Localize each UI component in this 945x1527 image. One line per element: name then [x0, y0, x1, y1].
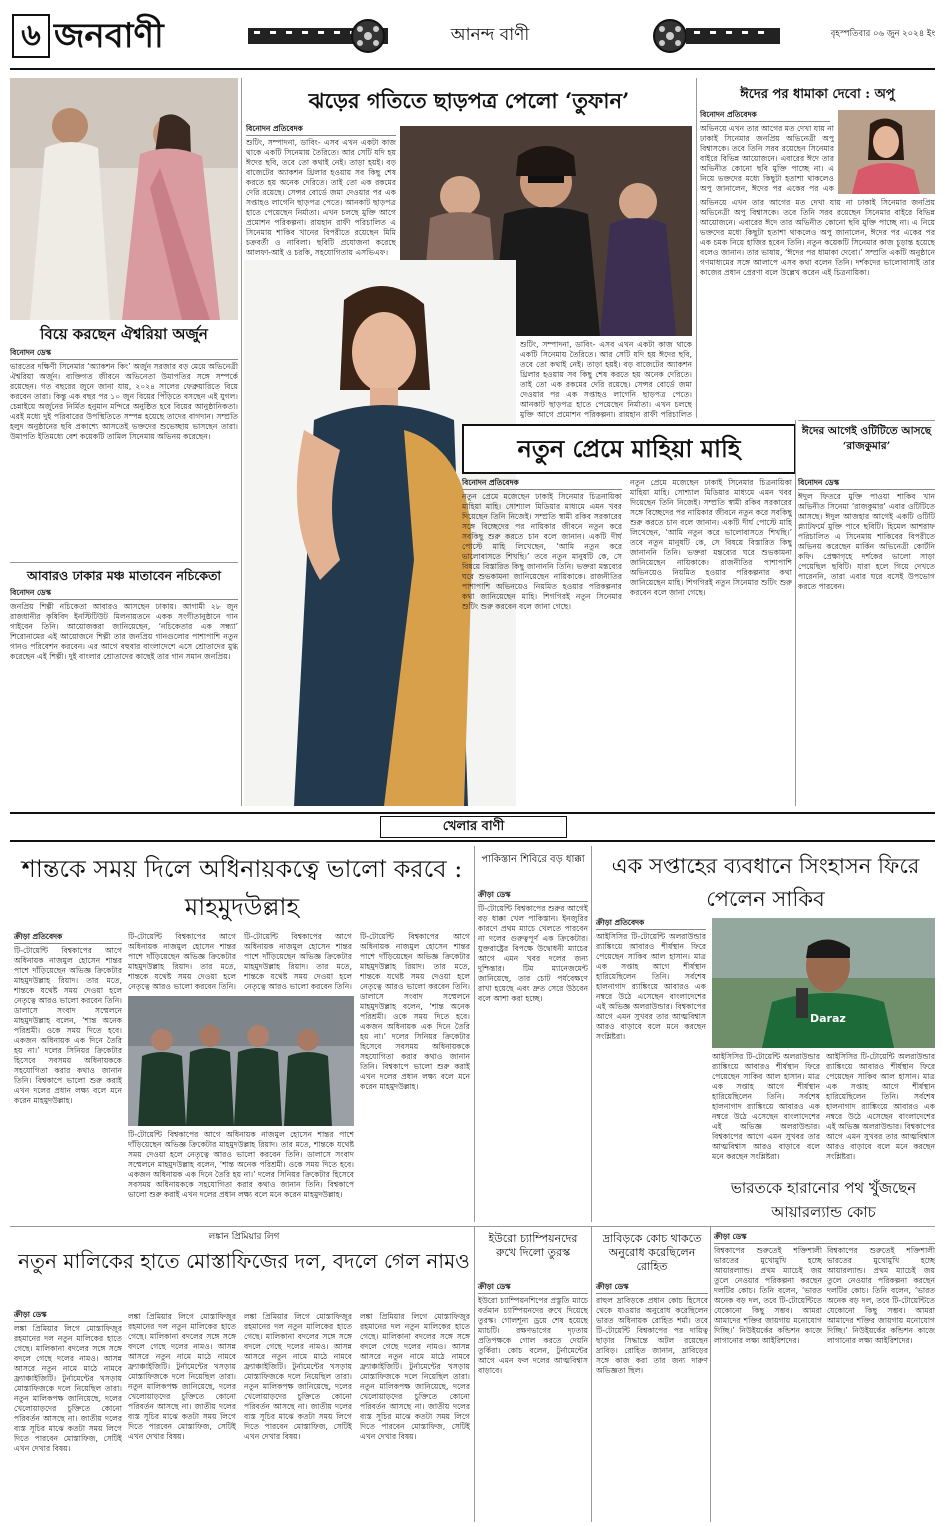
shakib-byline: ক্রীড়া প্রতিবেদক — [596, 918, 706, 930]
film-reel-icon — [248, 16, 388, 56]
divider — [10, 1226, 935, 1227]
column-rule — [591, 846, 592, 1222]
rohit-body: রাহুল দ্রাবিড়কে প্রধান কোচ হিসেবে থেকে যাওয়ার অনুরোধ করেছিলেন ভারত অধিনায়ক রোহিত শর্মা। তবে টি-টোয়েন্টি বিশ্বকাপের পর দায়িত্ব ছাড়ার সিদ্ধান্তে অটল রয়েছেন দ্রাবিড়। রোহিত জানান, দ্রাবিড়ের সঙ্গে কাজ করা তার জন্য দারুণ অভিজ্ঞতা ছিল। — [596, 1296, 708, 1375]
rajkumar-byline: বিনোদন ডেস্ক — [798, 478, 935, 490]
rohit-headline: দ্রাবিড়কে কোচ থাকতে অনুরোধ করেছিলেন রোহিত — [602, 1232, 702, 1273]
mahi-body-col2: নতুন প্রেমে মজেছেন ঢাকাই সিনেমার চিত্রনায়িকা মাহিয়া মাহি। সোশ্যাল মিডিয়ার মাধ্যমে এমন খবর দিয়েছেন তিনি নিজেই। সম্প্রতি স্বামী রকিব সরকারের সঙ্গে বিচ্ছেদের পর নায়িকার জীবনে নতুন করে সবকিছু শুরু করতে চান বলে জানান। একটি দীর্ঘ পোস্টে মাহি লিখেছেন, ‘আমি নতুন করে ভালোবাসতে শিখছি।’ তবে নতুন মানুষটি কে, সে বিষয়ে বিস্তারিত কিছু জানাননি তিনি। ভক্তরা মন্তব্যের ঘরে শুভকামনা জানিয়েছেন নায়িকাকে। রাজনীতির পাশাপাশি অভিনয়েও নিয়মিত হওয়ার পরিকল্পনার কথা জানিয়েছেন মাহি। শিগগিরই নতুন সিনেমার শুটিং শুরু করবেন বলে জানা গেছে। — [630, 478, 792, 597]
brand-logo: জনবাণী — [54, 16, 164, 56]
shakib-body-col2: আইসিসির টি-টোয়েন্টি অলরাউন্ডার র‍্যাঙ্কিংয়ে আবারও শীর্ষস্থান ফিরে পেয়েছেন সাকিব আল হাসান। মাত্র এক সপ্তাহ আগে শীর্ষস্থান হারিয়েছিলেন তিনি। সর্বশেষ হালনাগাদ র‍্যাঙ্কিংয়ে আবারও এক নম্বরে উঠে এসেছেন বাংলাদেশের এই অভিজ্ঞ অলরাউন্ডার। বিশ্বকাপের আগে এমন সুখবর তার আত্মবিশ্বাস আরও বাড়াবে বলে মনে করছেন সংশ্লিষ্টরা। — [712, 1052, 820, 1161]
shanto-headline: শান্তকে সময় দিলে অধিনায়কত্বে ভালো করবে : মাহমুদউল্লাহ — [21, 855, 463, 921]
mahi-body-col1: নতুন প্রেমে মজেছেন ঢাকাই সিনেমার চিত্রনায়িকা মাহিয়া মাহি। সোশ্যাল মিডিয়ার মাধ্যমে এমন খবর দিয়েছেন তিনি নিজেই। সম্প্রতি স্বামী রকিব সরকারের সঙ্গে বিচ্ছেদের পর নায়িকার জীবনে নতুন করে সবকিছু শুরু করতে চান বলে জানান। একটি দীর্ঘ পোস্টে মাহি লিখেছেন, ‘আমি নতুন করে ভালোবাসতে শিখছি।’ তবে নতুন মানুষটি কে, সে বিষয়ে বিস্তারিত কিছু জানাননি তিনি। ভক্তরা মন্তব্যের ঘরে শুভকামনা জানিয়েছেন নায়িকাকে। রাজনীতির পাশাপাশি অভিনয়েও নিয়মিত হওয়ার পরিকল্পনার কথা জানিয়েছেন মাহি। শিগগিরই নতুন সিনেমার শুটিং শুরু করবেন বলে জানা গেছে। — [462, 492, 622, 611]
column-rule — [696, 78, 697, 418]
bangladesh-team-photo — [128, 996, 354, 1126]
apu-headline: ঈদের পর ধামাকা দেবো : অপু — [740, 87, 895, 102]
shanto-body-col2: টি-টোয়েন্টি বিশ্বকাপের আগে অধিনায়ক নাজমুল হোসেন শান্তর পাশে দাঁড়িয়েছেন অভিজ্ঞ ক্রিকেটার মাহমুদউল্লাহ রিয়াদ। তার মতে, শান্তকে যথেষ্ট সময় দেওয়া হলে নেতৃত্বে আরও ভালো করবেন তিনি। — [128, 932, 236, 991]
column-rule — [474, 846, 475, 1222]
mustafiz-kicker: লঙ্কান প্রিমিয়ার লিগ — [208, 1232, 280, 1242]
rajkumar-headline: ঈদের আগেই ওটিটিতে আসছে ‘রাজকুমার’ — [801, 425, 932, 452]
ireland-byline: ক্রীড়া ডেস্ক — [714, 1232, 935, 1244]
ireland-headline: ভারতকে হারানোর পথ খুঁজছেন আয়ারল্যান্ড কোচ — [730, 1179, 917, 1221]
apu-body-continued: অভিনয়ে এখন তার আগের মত দেখা যায় না ঢাকাই সিনেমার জনপ্রিয় অভিনেত্রী অপু বিশ্বাসকে। তবে তিনি সরব রয়েছেন সিনেমার বাইরে বিভিন্ন আয়োজনে। এবারের ঈদে তার অভিনীত কোনো ছবি মুক্তি পাচ্ছে না। এ নিয়ে ভক্তদের মধ্যে কিছুটা হতাশা থাকলেও অপু জানালেন, ঈদের পর একের পর এক চমক নিয়ে হাজির হবেন তিনি। নতুন কয়েকটি সিনেমার কাজ চূড়ান্ত হয়েছে বলেও জানান। তার ভাষায়, ‘ঈদের পর ধামাকা দেবো।’ সম্প্রতি একটি অনুষ্ঠানে গণমাধ্যমের সঙ্গে আলাপে এসব কথা বলেন তিনি। দর্শকদের ভালোবাসাই তার কাজের প্রধান প্রেরণা বলে উল্লেখ করেন এই চিত্রনায়িকা। — [700, 198, 935, 277]
film-reel-icon — [650, 16, 780, 56]
tufan-body: শুটিং, সম্পাদনা, ডাবিং- এসব এখন একটা কাজ থাকে একটি সিনেমায় তৈরিতে। আর সেটি যদি হয় ঈদের ছবি, তবে তো কথাই নেই। তাড়া হয়ই। বড় বাজেটের অ্যাকশন থ্রিলার হওয়ায় সব কিছু শেষ করতে হয় অনেক দেরিতে। তাই তো এক রকমের দেরি রয়েছে। সেন্সর বোর্ডে জমা দেওয়ার পর এক সপ্তাহও লাগেনি ছাড়পত্র পেতে। আনকাট ছাড়পত্র হাতে পেয়েছেন নির্মাতা। এখন চলছে মুক্তি আগে প্রমোশন পরিকল্পনা। রায়হান রাফী পরিচালিত এ সিনেমায় শাকিব খানের বিপরীতে রয়েছেন মিমি চক্রবর্তী ও নাবিলা। ছবিটি প্রযোজনা করেছে আলফা-আই ও চরকি, সহযোগিতায় এসভিএফ। — [246, 138, 396, 257]
nachiketa-body: জনপ্রিয় শিল্পী নচিকেতা আবারও আসছেন ঢাকায়। আগামী ২৮ জুন রাজধানীর কৃষিবিদ ইনস্টিটিউট মিলনায়তনে একক সংগীতানুষ্ঠানে গান গাইবেন তিনি। আয়োজকরা জানিয়েছেন, ‘নচিকেতার এক সন্ধ্যা’ শিরোনামের এই আয়োজনে শিল্পী তার জনপ্রিয় গানগুলোর পাশাপাশি নতুন গানও পরিবেশন করবেন। এর আগে বহুবার বাংলাদেশে এসে শ্রোতাদের মুগ্ধ করেছেন এই শিল্পী। দুই বাংলার শ্রোতাদের কাছেই তার গান সমান জনপ্রিয়। — [10, 602, 238, 661]
column-rule — [241, 78, 242, 806]
shakib-headline: এক সপ্তাহের ব্যবধানে সিংহাসন ফিরে পেলেন সাকিব — [611, 854, 920, 911]
shakib-body-col1: আইসিসির টি-টোয়েন্টি অলরাউন্ডার র‍্যাঙ্কিংয়ে আবারও শীর্ষস্থান ফিরে পেয়েছেন সাকিব আল হাসান। মাত্র এক সপ্তাহ আগে শীর্ষস্থান হারিয়েছিলেন তিনি। সর্বশেষ হালনাগাদ র‍্যাঙ্কিংয়ে আবারও এক নম্বরে উঠে এসেছেন বাংলাদেশের এই অভিজ্ঞ অলরাউন্ডার। বিশ্বকাপের আগে এমন সুখবর তার আত্মবিশ্বাস আরও বাড়াবে বলে মনে করছেন সংশ্লিষ্টরা। — [596, 932, 706, 1041]
turkey-byline: ক্রীড়া ডেস্ক — [478, 1282, 588, 1294]
shakib-photo — [712, 918, 935, 1048]
jersey-sponsor-text: Daraz — [810, 1012, 846, 1025]
apu-photo — [838, 110, 935, 194]
column-rule — [591, 1226, 592, 1522]
shanto-body-col3: টি-টোয়েন্টি বিশ্বকাপের আগে অধিনায়ক নাজমুল হোসেন শান্তর পাশে দাঁড়িয়েছেন অভিজ্ঞ ক্রিকেটার মাহমুদউল্লাহ রিয়াদ। তার মতে, শান্তকে যথেষ্ট সময় দেওয়া হলে নেতৃত্বে আরও ভালো করবেন তিনি। — [244, 932, 352, 991]
section-title: আনন্দ বাণী — [450, 25, 530, 45]
turkey-headline: ইউরো চ্যাম্পিয়নদের রুখে দিলো তুরস্ক — [488, 1232, 578, 1259]
pakistan-body: টি-টোয়েন্টি বিশ্বকাপের শুরুর আগেই বড় ধাক্কা খেল পাকিস্তান। ইনজুরির কারণে প্রথম ম্যাচে খেলতে পারবেন না দলের গুরুত্বপূর্ণ এক ক্রিকেটার। যুক্তরাষ্ট্রের বিপক্ষে উদ্বোধনী ম্যাচের আগে এমন খবর দলের জন্য দুশ্চিন্তার। টিম ম্যানেজমেন্ট জানিয়েছে, তার চোট পর্যবেক্ষণে রাখা হয়েছে এবং দ্রুত সেরে উঠবেন বলে আশা করা হচ্ছে। — [478, 904, 588, 1003]
tufan-headline: ঝড়ের গতিতে ছাড়পত্র পেলো ‘তুফান’ — [308, 88, 630, 113]
tufan-byline: বিনোদন প্রতিবেদক — [246, 124, 396, 136]
mustafiz-body-col4: লঙ্কা প্রিমিয়ার লিগে মোস্তাফিজুর রহমানের দল নতুন মালিকের হাতে গেছে। মালিকানা বদলের সঙ্গে সঙ্গে বদলে গেছে দলের নামও। আসন্ন আসরে নতুন নামে মাঠে নামবে ফ্র্যাঞ্চাইজিটি। টুর্নামেন্টের খসড়ায় মোস্তাফিজকে দলে নিয়েছিল তারা। নতুন মালিকপক্ষ জানিয়েছে, দলের খেলোয়াড়দের চুক্তিতে কোনো পরিবর্তন আসছে না। জাতীয় দলের ব্যস্ত সূচির মাঝে কতটা সময় লিগে দিতে পারবেন মোস্তাফিজ, সেটিই এখন দেখার বিষয়। — [360, 1312, 470, 1441]
mahi-headline: নতুন প্রেমে মাহিয়া মাহি — [462, 424, 796, 474]
shanto-body-col2b: টি-টোয়েন্টি বিশ্বকাপের আগে অধিনায়ক নাজমুল হোসেন শান্তর পাশে দাঁড়িয়েছেন অভিজ্ঞ ক্রিকেটার মাহমুদউল্লাহ রিয়াদ। তার মতে, শান্তকে যথেষ্ট সময় দেওয়া হলে নেতৃত্বে আরও ভালো করবেন তিনি। ডালাসে সংবাদ সম্মেলনে মাহমুদউল্লাহ বলেন, ‘শান্ত অনেক পরিশ্রমী। ওকে সময় দিতে হবে। একজন অধিনায়ক এক দিনে তৈরি হয় না।’ দলের সিনিয়র ক্রিকেটার হিসেবে সবসময় অধিনায়ককে সহযোগিতা করার কথাও জানান তিনি। বিশ্বকাপে ভালো শুরু করাই এখন দলের প্রধান লক্ষ্য বলে মনে করেন মাহমুদউল্লাহ। — [128, 1130, 354, 1199]
aishwarya-wedding-photo — [10, 78, 238, 320]
mustafiz-body-col2: লঙ্কা প্রিমিয়ার লিগে মোস্তাফিজুর রহমানের দল নতুন মালিকের হাতে গেছে। মালিকানা বদলের সঙ্গে সঙ্গে বদলে গেছে দলের নামও। আসন্ন আসরে নতুন নামে মাঠে নামবে ফ্র্যাঞ্চাইজিটি। টুর্নামেন্টের খসড়ায় মোস্তাফিজকে দলে নিয়েছিল তারা। নতুন মালিকপক্ষ জানিয়েছে, দলের খেলোয়াড়দের চুক্তিতে কোনো পরিবর্তন আসছে না। জাতীয় দলের ব্যস্ত সূচির মাঝে কতটা সময় লিগে দিতে পারবেন মোস্তাফিজ, সেটিই এখন দেখার বিষয়। — [128, 1312, 236, 1441]
column-rule — [474, 1226, 475, 1522]
apu-byline: বিনোদন প্রতিবেদক — [700, 110, 830, 122]
ireland-body-col1: বিশ্বকাপের শুরুতেই শক্তিশালী ভারতের মুখোমুখি হচ্ছে আয়ারল্যান্ড। প্রথম ম্যাচেই জয় তুলে নেওয়ার পরিকল্পনা করছেন দলটির কোচ। তিনি বলেন, ‘ভারত অনেক বড় দল, তবে টি-টোয়েন্টিতে যেকোনো কিছু সম্ভব। আমরা আমাদের শক্তির জায়গায় মনোযোগ দিচ্ছি।’ নিউইয়র্কের কন্ডিশন কাজে লাগানোর লক্ষ্য আইরিশদের। — [714, 1246, 822, 1345]
shanto-body-col1: টি-টোয়েন্টি বিশ্বকাপের আগে অধিনায়ক নাজমুল হোসেন শান্তর পাশে দাঁড়িয়েছেন অভিজ্ঞ ক্রিকেটার মাহমুদউল্লাহ রিয়াদ। তার মতে, শান্তকে যথেষ্ট সময় দেওয়া হলে নেতৃত্বে আরও ভালো করবেন তিনি। ডালাসে সংবাদ সম্মেলনে মাহমুদউল্লাহ বলেন, ‘শান্ত অনেক পরিশ্রমী। ওকে সময় দিতে হবে। একজন অধিনায়ক এক দিনে তৈরি হয় না।’ দলের সিনিয়র ক্রিকেটার হিসেবে সবসময় অধিনায়ককে সহযোগিতা করার কথাও জানান তিনি। বিশ্বকাপে ভালো শুরু করাই এখন দলের প্রধান লক্ষ্য বলে মনে করেন মাহমুদউল্লাহ। — [14, 946, 122, 1105]
aishwarya-byline: বিনোদন ডেস্ক — [10, 348, 238, 360]
column-rule — [795, 420, 796, 806]
shanto-body-col4: টি-টোয়েন্টি বিশ্বকাপের আগে অধিনায়ক নাজমুল হোসেন শান্তর পাশে দাঁড়িয়েছেন অভিজ্ঞ ক্রিকেটার মাহমুদউল্লাহ রিয়াদ। তার মতে, শান্তকে যথেষ্ট সময় দেওয়া হলে নেতৃত্বে আরও ভালো করবেন তিনি। ডালাসে সংবাদ সম্মেলনে মাহমুদউল্লাহ বলেন, ‘শান্ত অনেক পরিশ্রমী। ওকে সময় দিতে হবে। একজন অধিনায়ক এক দিনে তৈরি হয় না।’ দলের সিনিয়র ক্রিকেটার হিসেবে সবসময় অধিনায়ককে সহযোগিতা করার কথাও জানান তিনি। বিশ্বকাপে ভালো শুরু করাই এখন দলের প্রধান লক্ষ্য বলে মনে করেন মাহমুদউল্লাহ। — [360, 932, 470, 1091]
mustafiz-body-col1: লঙ্কা প্রিমিয়ার লিগে মোস্তাফিজুর রহমানের দল নতুন মালিকের হাতে গেছে। মালিকানা বদলের সঙ্গে সঙ্গে বদলে গেছে দলের নামও। আসন্ন আসরে নতুন নামে মাঠে নামবে ফ্র্যাঞ্চাইজিটি। টুর্নামেন্টের খসড়ায় মোস্তাফিজকে দলে নিয়েছিল তারা। নতুন মালিকপক্ষ জানিয়েছে, দলের খেলোয়াড়দের চুক্তিতে কোনো পরিবর্তন আসছে না। জাতীয় দলের ব্যস্ত সূচির মাঝে কতটা সময় লিগে দিতে পারবেন মোস্তাফিজ, সেটিই এখন দেখার বিষয়। — [14, 1324, 122, 1453]
divider — [10, 562, 238, 563]
nachiketa-byline: বিনোদন ডেস্ক — [10, 588, 238, 600]
nachiketa-headline: আবারও ঢাকার মঞ্চ মাতাবেন নচিকেতা — [26, 568, 222, 583]
mahi-byline: বিনোদন প্রতিবেদক — [462, 478, 622, 490]
aishwarya-headline: বিয়ে করছেন ঐশ্বরিয়া অর্জুন — [40, 325, 208, 343]
mustafiz-body-col3: লঙ্কা প্রিমিয়ার লিগে মোস্তাফিজুর রহমানের দল নতুন মালিকের হাতে গেছে। মালিকানা বদলের সঙ্গে সঙ্গে বদলে গেছে দলের নামও। আসন্ন আসরে নতুন নামে মাঠে নামবে ফ্র্যাঞ্চাইজিটি। টুর্নামেন্টের খসড়ায় মোস্তাফিজকে দলে নিয়েছিল তারা। নতুন মালিকপক্ষ জানিয়েছে, দলের খেলোয়াড়দের চুক্তিতে কোনো পরিবর্তন আসছে না। জাতীয় দলের ব্যস্ত সূচির মাঝে কতটা সময় লিগে দিতে পারবেন মোস্তাফিজ, সেটিই এখন দেখার বিষয়। — [244, 1312, 352, 1441]
shakib-body-col3: আইসিসির টি-টোয়েন্টি অলরাউন্ডার র‍্যাঙ্কিংয়ে আবারও শীর্ষস্থান ফিরে পেয়েছেন সাকিব আল হাসান। মাত্র এক সপ্তাহ আগে শীর্ষস্থান হারিয়েছিলেন তিনি। সর্বশেষ হালনাগাদ র‍্যাঙ্কিংয়ে আবারও এক নম্বরে উঠে এসেছেন বাংলাদেশের এই অভিজ্ঞ অলরাউন্ডার। বিশ্বকাপের আগে এমন সুখবর তার আত্মবিশ্বাস আরও বাড়াবে বলে মনে করছেন সংশ্লিষ্টরা। — [826, 1052, 935, 1161]
apu-body: অভিনয়ে এখন তার আগের মত দেখা যায় না ঢাকাই সিনেমার জনপ্রিয় অভিনেত্রী অপু বিশ্বাসকে। তবে তিনি সরব রয়েছেন সিনেমার বাইরে বিভিন্ন আয়োজনে। এবারের ঈদে তার অভিনীত কোনো ছবি মুক্তি পাচ্ছে না। এ নিয়ে ভক্তদের মধ্যে কিছুটা হতাশা থাকলেও অপু জানালেন, ঈদের পর একের পর এক — [700, 124, 834, 193]
rohit-byline: ক্রীড়া ডেস্ক — [596, 1282, 708, 1294]
rajkumar-body: ঈদুল ফিতরে মুক্তি পাওয়া শাকিব খান অভিনীত সিনেমা ‘রাজকুমার’ এবার ওটিটিতে আসছে। ঈদুল আজহার আগেই একটি ওটিটি প্ল্যাটফর্মে মুক্তি পাবে ছবিটি। হিমেল আশরাফ পরিচালিত এ সিনেমায় শাকিবের বিপরীতে অভিনয় করেছেন মার্কিন অভিনেত্রী কোর্টনি কফি। প্রেক্ষাগৃহে দর্শকের ভালো সাড়া পেয়েছিল ছবিটি। যারা হলে গিয়ে দেখতে পারেননি, তারা এবার ঘরে বসেই উপভোগ করতে পারবেন। — [798, 492, 935, 591]
column-rule — [710, 1226, 711, 1522]
pakistan-headline: পাকিস্তান শিবিরে বড় ধাক্কা — [481, 854, 585, 865]
sports-section-title: খেলার বাণী — [380, 816, 567, 838]
masthead — [10, 8, 935, 70]
divider — [798, 420, 935, 421]
sports-banner — [10, 812, 935, 842]
tufan-body-continued: শুটিং, সম্পাদনা, ডাবিং- এসব এখন একটা কাজ থাকে একটি সিনেমায় তৈরিতে। আর সেটি যদি হয় ঈদের ছবি, তবে তো কথাই নেই। তাড়া হয়ই। বড় বাজেটের অ্যাকশন থ্রিলার হওয়ায় সব কিছু শেষ করতে হয় অনেক দেরিতে। তাই তো এক রকমের দেরি রয়েছে। সেন্সর বোর্ডে জমা দেওয়ার পর এক সপ্তাহও লাগেনি ছাড়পত্র পেতে। আনকাট ছাড়পত্র হাতে পেয়েছেন নির্মাতা। এখন চলছে মুক্তি আগে প্রমোশন পরিকল্পনা। রায়হান রাফী পরিচালিত — [520, 340, 692, 418]
mustafiz-headline: নতুন মালিকের হাতে মোস্তাফিজের দল, বদলে গেল নামও — [18, 1249, 470, 1273]
pakistan-byline: ক্রীড়া ডেস্ক — [478, 890, 588, 902]
issue-date: বৃহস্পতিবার ০৬ জুন ২০২৪ ইং — [830, 29, 935, 39]
ireland-body-col2: বিশ্বকাপের শুরুতেই শক্তিশালী ভারতের মুখোমুখি হচ্ছে আয়ারল্যান্ড। প্রথম ম্যাচেই জয় তুলে নেওয়ার পরিকল্পনা করছেন দলটির কোচ। তিনি বলেন, ‘ভারত অনেক বড় দল, তবে টি-টোয়েন্টিতে যেকোনো কিছু সম্ভব। আমরা আমাদের শক্তির জায়গায় মনোযোগ দিচ্ছি।’ নিউইয়র্কের কন্ডিশন কাজে লাগানোর লক্ষ্য আইরিশদের। — [827, 1246, 935, 1345]
shanto-byline: ক্রীড়া প্রতিবেদক — [14, 932, 122, 944]
aishwarya-body: ভারতের দক্ষিণী সিনেমার ‘অ্যাকশন কিং’ অর্জুন সরজার বড় মেয়ে অভিনেত্রী ঐশ্বরিয়া অর্জুন। ব্যক্তিগত জীবনে অভিনেতা উমাপতির সঙ্গে সম্পর্কে রয়েছেন। গত বছরের জুনে জানা যায়, ২০২৪ সালের ফেব্রুয়ারিতে বিয়ে করবেন তারা। কিন্তু এক বছর পর ১০ জুন বিয়ের পিঁড়িতে বসছেন এই যুগল। চেন্নাইয়ে অর্জুনের নির্মিত হনুমান মন্দিরে অনুষ্ঠিত হবে বিয়ের আনুষ্ঠানিকতা। এরই মধ্যে দুই পরিবারের উপস্থিতিতে সম্পন্ন হয়েছে তাদের বাগদান। সম্প্রতি হলুদ অনুষ্ঠানের ছবি প্রকাশ্যে আসতেই ভক্তদের শুভেচ্ছায় ভাসছেন তারা। উমাপতি ইতিমধ্যে বেশ কয়েকটি তামিল সিনেমায় অভিনয় করেছেন। — [10, 362, 238, 441]
mustafiz-byline: ক্রীড়া ডেস্ক — [14, 1310, 122, 1322]
page-number: ৬ — [12, 14, 50, 58]
turkey-body: ইউরো চ্যাম্পিয়নশিপের প্রস্তুতি ম্যাচে বর্তমান চ্যাম্পিয়নদের রুখে দিয়েছে তুরস্ক। গোলশূন্য ড্রয়ে শেষ হয়েছে ম্যাচটি। রক্ষণভাগের দৃঢ়তায় প্রতিপক্ষকে গোল করতে দেয়নি তুর্কিরা। কোচ বলেন, টুর্নামেন্টের আগে এমন ফল দলের আত্মবিশ্বাস বাড়াবে। — [478, 1296, 588, 1375]
